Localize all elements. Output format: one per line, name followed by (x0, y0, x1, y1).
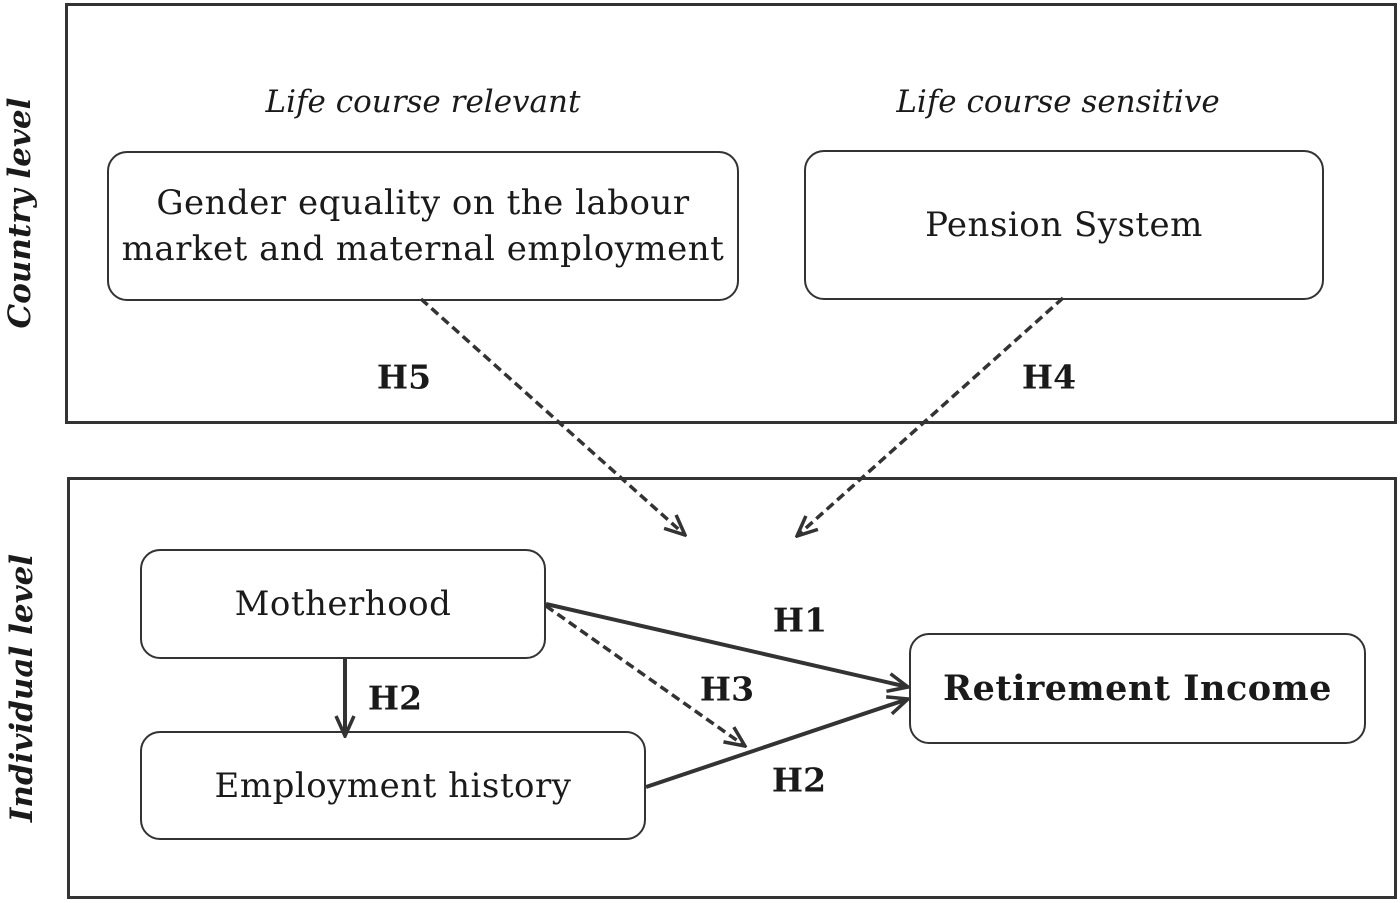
h5-dashed-arrow (421, 299, 685, 535)
hypothesis-h4-label: H4 (1021, 357, 1077, 397)
individual-level-label: Individual level (4, 553, 40, 823)
gender-equality-line-2: market and maternal employment (121, 229, 725, 269)
hypothesis-h2-vertical-label: H2 (367, 678, 423, 718)
pension-system-label: Pension System (925, 205, 1203, 245)
country-level-label: Country level (2, 97, 38, 329)
hypothesis-h3-label: H3 (699, 669, 755, 709)
life-course-relevant-heading: Life course relevant (265, 84, 581, 120)
gender-equality-line-1: Gender equality on the labour (156, 183, 690, 223)
retirement-income-label: Retirement Income (943, 667, 1332, 709)
motherhood-label: Motherhood (234, 584, 452, 624)
h4-dashed-arrow (797, 298, 1063, 536)
hypothesis-h5-label: H5 (376, 357, 432, 397)
hypothesis-h1-label: H1 (772, 600, 828, 640)
employment-history-label: Employment history (214, 765, 572, 806)
hypothesis-h2-diagonal-label: H2 (771, 760, 827, 800)
life-course-sensitive-heading: Life course sensitive (896, 84, 1220, 120)
